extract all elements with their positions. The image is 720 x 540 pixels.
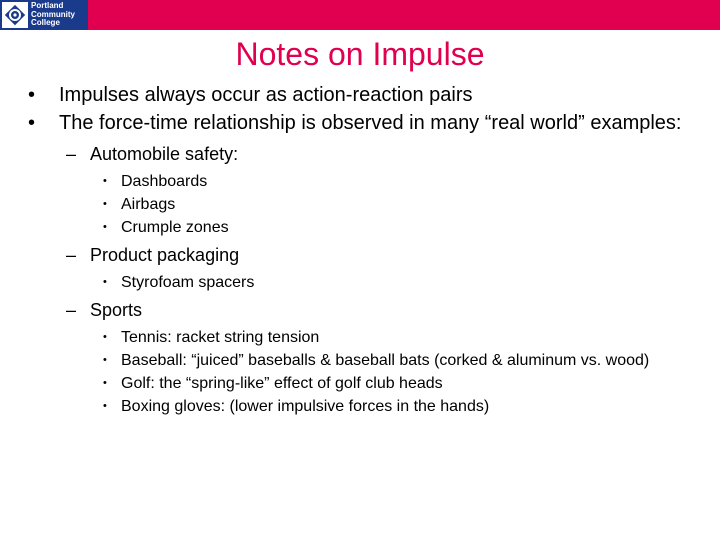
- list-item: [0, 195, 720, 214]
- dash-icon: –: [66, 300, 77, 320]
- college-logo: [0, 0, 88, 30]
- list-item-text: Airbags: [121, 196, 176, 213]
- list-item-text: Boxing gloves: (lower impulsive forces in the hands): [121, 398, 490, 415]
- bullet-dot-icon: •: [103, 377, 107, 389]
- bullet-dot-icon: •: [103, 400, 107, 412]
- bullet-item: [0, 110, 720, 136]
- sub-heading-text: Product packaging: [90, 245, 240, 265]
- bullet-dot-icon: •: [103, 354, 107, 366]
- bullet-dot-icon: •: [103, 175, 107, 187]
- list-item-text: Crumple zones: [121, 219, 229, 236]
- dash-icon: –: [66, 144, 77, 164]
- slide-content: [0, 82, 720, 420]
- list-item-text: Styrofoam spacers: [121, 274, 255, 291]
- list-item: [0, 172, 720, 191]
- list-item: [0, 273, 720, 292]
- bullet-dot-icon: •: [103, 221, 107, 233]
- bullet-dot-icon: •: [103, 331, 107, 343]
- bullet-dot-icon: •: [103, 276, 107, 288]
- slide-title: Notes on Impulse: [235, 36, 485, 72]
- logo-text: [31, 2, 75, 28]
- bullet-dot-icon: •: [103, 198, 107, 210]
- sub-heading: [0, 243, 720, 267]
- logo-line: Portland: [31, 1, 64, 11]
- bullet-dot-icon: •: [28, 84, 36, 106]
- sub-heading: [0, 298, 720, 322]
- bullet-item: [0, 82, 720, 108]
- sub-heading-text: Automobile safety:: [90, 144, 239, 164]
- list-item-text: Golf: the “spring-like” effect of golf club heads: [121, 375, 443, 392]
- logo-line: Community: [31, 9, 75, 19]
- sub-heading: [0, 142, 720, 166]
- list-item-text: Dashboards: [121, 173, 208, 190]
- sub-heading-text: Sports: [90, 300, 143, 320]
- bullet-text: Impulses always occur as action-reaction pairs: [59, 84, 473, 106]
- list-item: [0, 374, 720, 393]
- header-bar: [0, 0, 720, 30]
- dash-icon: –: [66, 245, 77, 265]
- list-item: [0, 397, 720, 416]
- list-item: [0, 328, 720, 347]
- list-item: [0, 351, 720, 370]
- list-item-text: Tennis: racket string tension: [121, 329, 320, 346]
- bullet-text: The force-time relationship is observed in many “real world” examples:: [59, 112, 682, 134]
- logo-mark-icon: [2, 2, 28, 28]
- list-item-text: Baseball: “juiced” baseballs & baseball bats (corked & aluminum vs. wood): [121, 352, 650, 369]
- logo-line: College: [31, 18, 60, 28]
- bullet-dot-icon: •: [28, 112, 36, 134]
- list-item: [0, 218, 720, 237]
